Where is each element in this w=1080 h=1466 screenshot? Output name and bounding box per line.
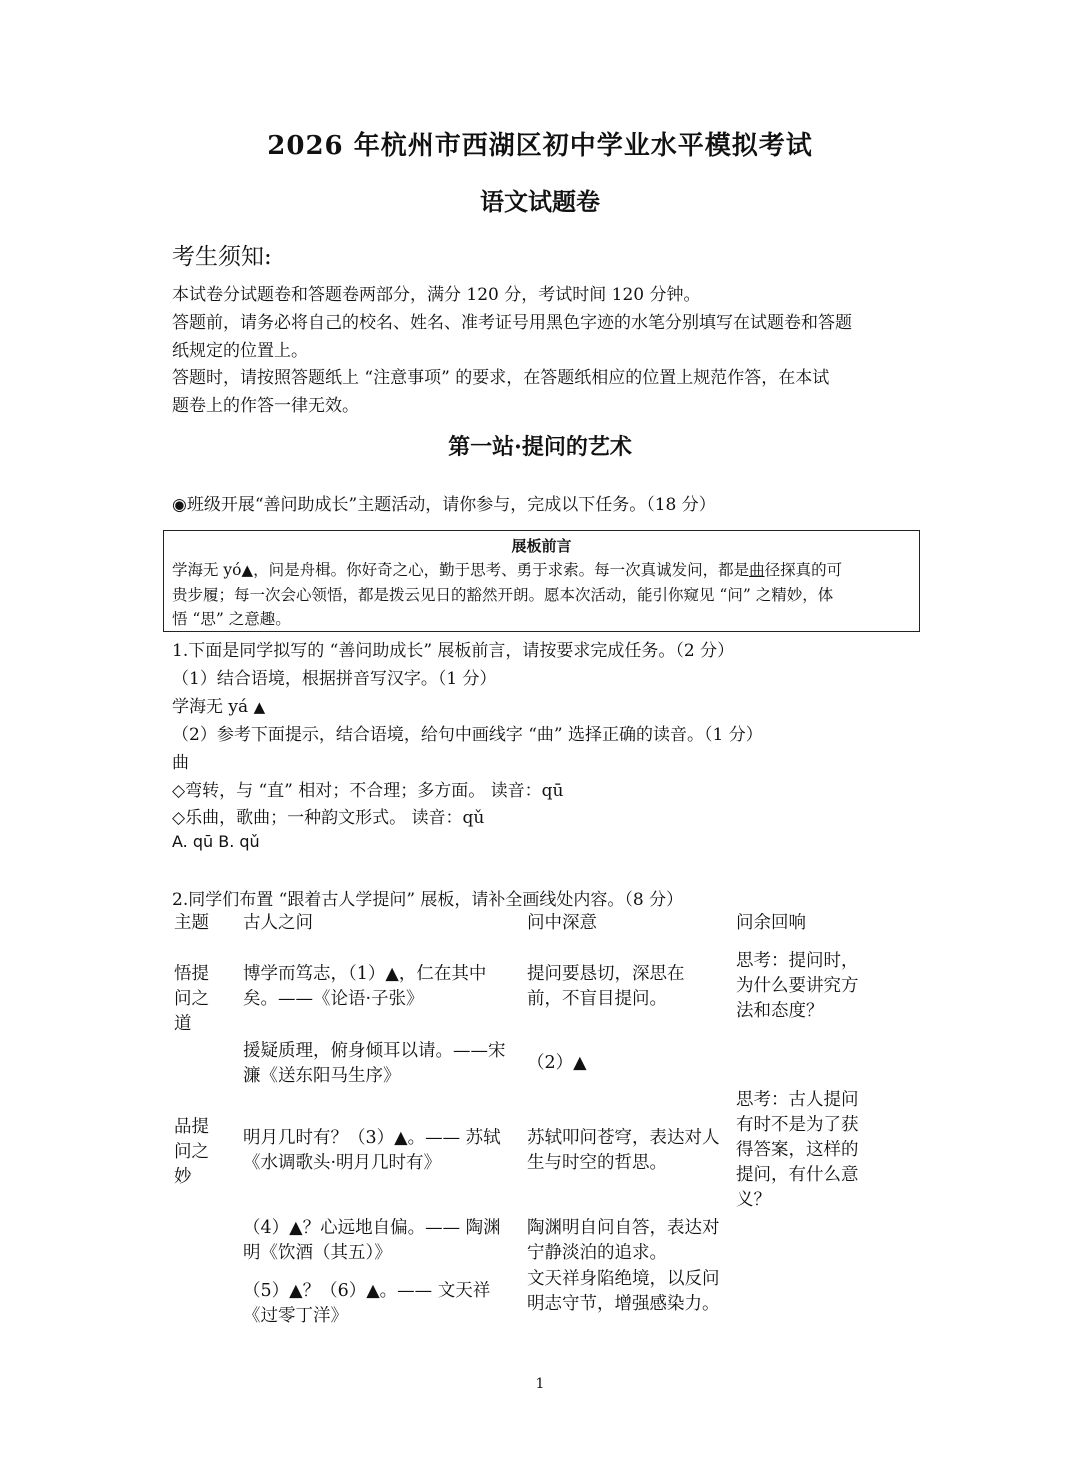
board-line-1 — [172, 558, 842, 583]
theme-cell: 品提问之妙 — [174, 1117, 209, 1187]
notice-line: 答题前，请务必将自己的校名、姓名、准考证号用黑色字迹的水笔分别填写在试题卷和答题 — [172, 313, 852, 333]
notice-heading: 考生须知: — [172, 244, 272, 270]
question-1-sub1: （1）结合语境，根据拼音写汉字。（1 分） — [172, 669, 497, 689]
board-preface-box — [163, 530, 920, 632]
question-1-sub1-answer: 学海无 yá ▲ — [172, 697, 266, 717]
notice-line: 题卷上的作答一律无效。 — [172, 396, 359, 416]
blank-triangle-icon: ▲ — [253, 698, 266, 716]
blank-triangle-icon: ▲ — [241, 561, 254, 579]
table-row-meaning: 文天祥身陷绝境，以反问明志守节，增强感染力。 — [527, 1269, 720, 1314]
table-row-quote: （5）▲？（6）▲。—— 文天祥《过零丁洋》 — [243, 1281, 491, 1326]
table-header: 古人之问 — [243, 913, 313, 933]
board-text: 学海无 yó — [172, 561, 242, 579]
underlined-char: 曲 — [749, 561, 765, 579]
question-1-hint1: ◇弯转，与 “直” 相对；不合理；多方面。 读音：qū — [172, 781, 564, 801]
echo-cell: 思考：提问时，为什么要讲究方法和态度？ — [736, 951, 859, 1021]
table-row-meaning: 苏轼叩问苍穹，表达对人生与时空的哲思。 — [527, 1128, 720, 1173]
section-title: 第一站·提问的艺术 — [448, 434, 632, 460]
table-header: 问余回响 — [736, 913, 806, 933]
table-header: 问中深意 — [527, 913, 597, 933]
question-1-stem: 1.下面是同学拟写的 “善问助成长” 展板前言，请按要求完成任务。（2 分） — [172, 641, 735, 661]
board-line-3: 悟 “思” 之意趣。 — [172, 610, 291, 628]
theme-cell: 悟提问之道 — [174, 964, 209, 1034]
board-title: 展板前言 — [511, 537, 572, 555]
exam-subtitle: 语文试题卷 — [480, 187, 600, 216]
notice-line: 本试卷分试题卷和答题卷两部分，满分 120 分，考试时间 120 分钟。 — [172, 285, 701, 305]
table-row-quote: 博学而笃志，（1）▲，仁在其中矣。——《论语·子张》 — [243, 964, 487, 1009]
table-row-meaning: 提问要恳切，深思在前，不盲目提问。 — [527, 964, 685, 1009]
page-number: 1 — [535, 1376, 545, 1392]
question-1-sub2: （2）参考下面提示，结合语境，给句中画线字 “曲” 选择正确的读音。（1 分） — [172, 725, 763, 745]
notice-line: 答题时，请按照答题纸上 “注意事项” 的要求，在答题纸相应的位置上规范作答，在本试 — [172, 368, 830, 388]
table-row-quote: 明月几时有？（3）▲。—— 苏轼《水调歌头·明月几时有》 — [243, 1128, 501, 1173]
question-1-char: 曲 — [172, 753, 189, 773]
notice-line: 纸规定的位置上。 — [172, 341, 308, 361]
question-1-options: A. qū B. qǔ — [172, 832, 260, 851]
table-row-meaning: （2）▲ — [527, 1053, 587, 1073]
table-header: 主题 — [174, 913, 209, 933]
board-text: ，问是舟楫。你好奇之心，勤于思考、勇于求索。每一次真诚发问，都是 — [253, 561, 750, 579]
question-1-hint2: ◇乐曲，歌曲；一种韵文形式。 读音：qǔ — [172, 808, 485, 828]
question-2-stem: 2.同学们布置 “跟着古人学提问” 展板，请补全画线处内容。（8 分） — [172, 890, 684, 910]
table-row-quote: （4）▲？心远地自偏。—— 陶渊明《饮酒（其五）》 — [243, 1218, 501, 1263]
board-text: 径探真的可 — [764, 561, 843, 579]
table-row-quote: 援疑质理，俯身倾耳以请。——宋濂《送东阳马生序》 — [243, 1041, 506, 1086]
exam-title: 2026 年杭州市西湖区初中学业水平模拟考试 — [267, 131, 813, 161]
task-intro: ◉班级开展“善问助成长”主题活动，请你参与，完成以下任务。（18 分） — [172, 495, 716, 515]
echo-cell: 思考：古人提问有时不是为了获得答案，这样的提问，有什么意义？ — [736, 1090, 859, 1210]
board-line-2: 贵步履；每一次会心领悟，都是拨云见日的豁然开朗。愿本次活动，能引你窥见 “问” 之精妙，体 — [172, 586, 834, 604]
table-row-meaning: 陶渊明自问自答，表达对宁静淡泊的追求。 — [527, 1218, 720, 1263]
